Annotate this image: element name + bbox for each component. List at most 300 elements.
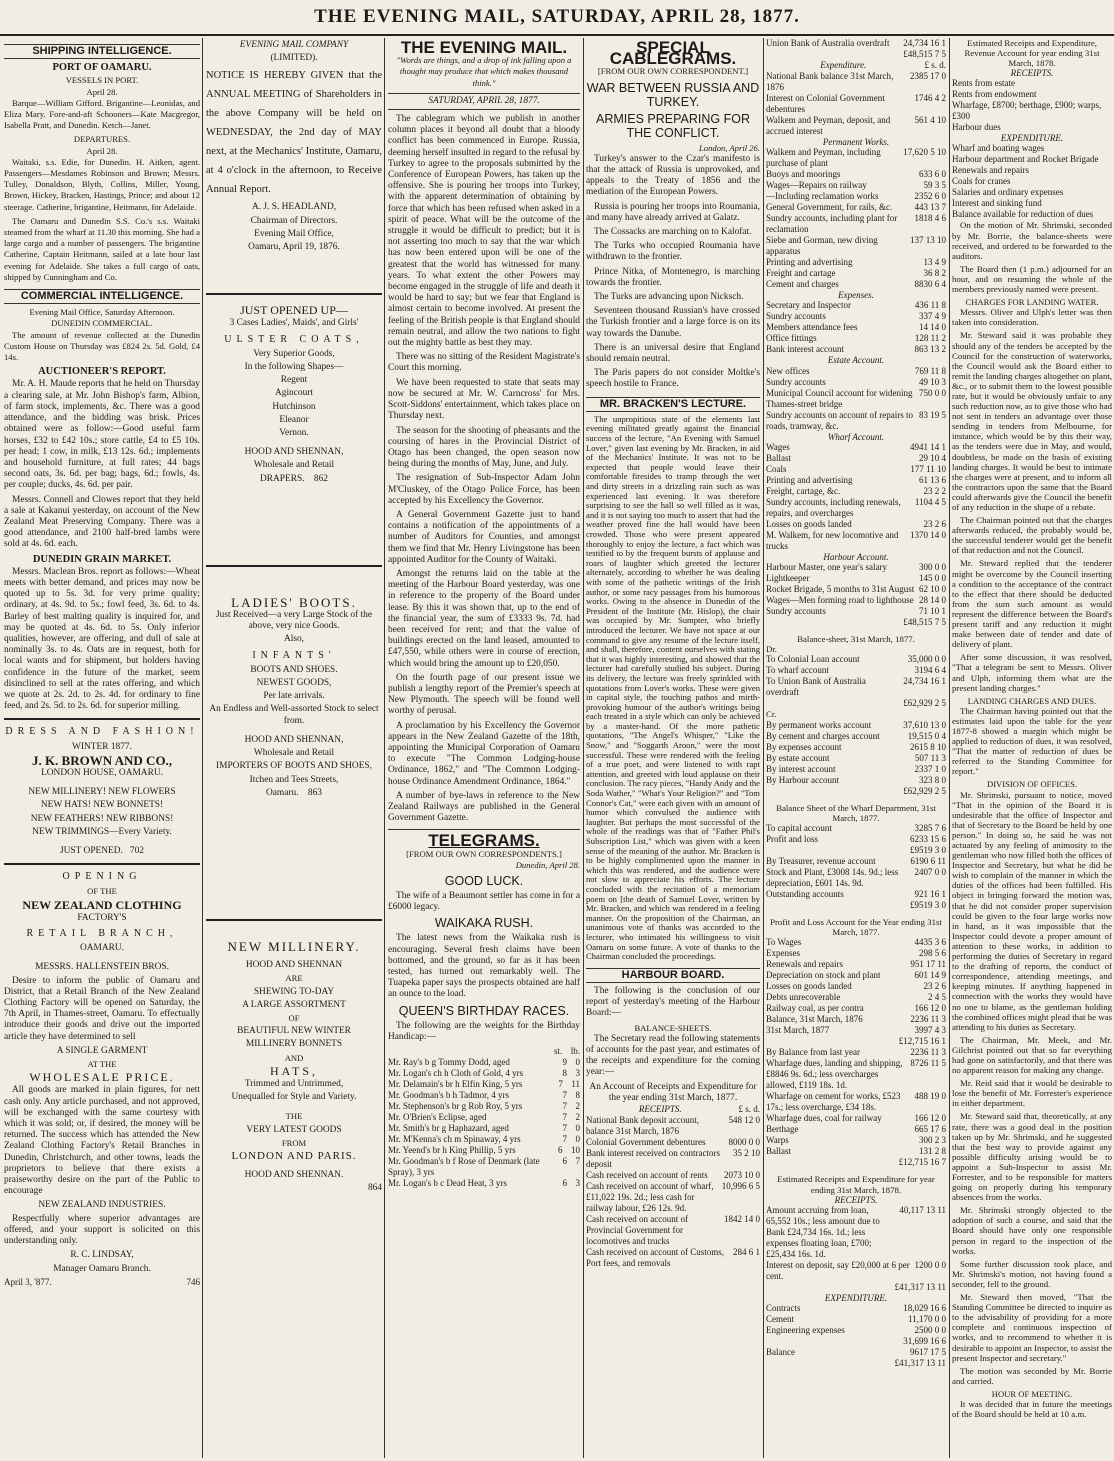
table-row: Debts unrecoverable 2 4 5 [766, 992, 946, 1003]
advert-company-notice [206, 40, 382, 64]
account-title: Profit and Loss Account for the Year ending 31st March, 1877. [770, 917, 942, 938]
ad-firm: J. K. BROWN AND CO., [31, 752, 173, 768]
table-row: £9519 3 0 [910, 845, 946, 856]
report-paragraph: After some discussion, it was resolved, "That a telegram be sent to Messrs. Oliver and Ulph, informing them what are the present landing charges." [952, 652, 1112, 693]
table-row: New offices 769 11 8 [766, 365, 946, 376]
report-paragraph: The Chairman having pointed out that the estimates laid upon the table for the year 1877-8 showed a margin which might be applied to reduction of dues, it was resolved, "That the matter of reduction of dues be referred to the Standing Committee for report." [952, 705, 1112, 777]
subsection-heading: Harbour Account. [823, 551, 889, 562]
table-row: Lightkeeper 145 0 0 [766, 573, 946, 584]
table-row: 31,699 16 6 [903, 1336, 946, 1347]
ad-line: LONDON HOUSE, OAMARU. [41, 767, 163, 778]
table-row: Wharf and boating wages [952, 143, 1045, 154]
departures-text: Waitaki, s.s. Edie, for Dunedin. H. Aitken, agent. Passengers—Mesdames Robinson and Brown; Messrs. Tulley, Donaldson, Blyth, Collins, Miller, Young, Brown, Hickey, Bracken, Hastings, Prince; and about 12 steerage. Catherine, brigantine, Heitmann, for Adelaide. [4, 156, 200, 212]
ad-line: JUST OPENED. [60, 846, 123, 856]
divider [388, 829, 580, 830]
report-paragraph: Mr. Steward said it was probable they should any of the tenders be accepted by the Council for the construction of waterworks, the Council would ask the Board either to remit the landing charges altogether on plant, &c., or to submit them to the lowest possible rate, but it would be obviously unfair to any such reduction now, as to give those who had not sent in tenders an advantage over those sending in tenders from Melbourne, for instance, which would be by this their way, as the tenders were due in May, and would, doubtless, be made on the basis of existing landing charges. It would be best to intimate the charges were at present, and to inform all the contractors upon the same that the Board could afterwards give the Council the benefit of any reduction in the shape of a rebate. [952, 330, 1112, 512]
ad-line: IMPORTERS OF BOOTS AND SHOES, [216, 761, 372, 772]
currency-header: £ s. d. [924, 60, 946, 70]
table-row: Mr. Goodman's b f Rose of Denmark (late Spray), 3 yrs 6 7 [388, 1156, 580, 1178]
advert-ulster-coats [206, 305, 382, 485]
table-row: Losses on goods landed 23 2 6 [766, 518, 946, 529]
ad-heading: LADIES' BOOTS. [231, 594, 357, 610]
ad-line: INFANTS' [252, 649, 336, 661]
ad-line: Trimmed and Untrimmed, [244, 1078, 344, 1089]
commercial-office: Evening Mail Office, Saturday Afternoon. [29, 307, 175, 318]
section-heading: GOOD LUCK. [444, 874, 524, 889]
report-paragraph: Messrs. Oliver and Ulph's letter was then taken into consideration. [952, 307, 1112, 328]
ad-line: ARE [285, 973, 303, 984]
ad-line: Wholesale and Retail [253, 460, 335, 471]
ad-line: NEW HATS! NEW BONNETS! [40, 800, 164, 811]
ad-line: AND [284, 1052, 304, 1063]
table-row: Wages—Repairs on railway 59 3 5 [766, 180, 946, 191]
table-row: Interest on deposit, say £20,000 at 6 per cent. 1200 0 0 [766, 1260, 946, 1282]
grain-text: Messrs. Maclean Bros. report as follows:—Wheat meets with better demand, and prices may now be quoted up to 5s. 3d. for very prime quality; ordinary, at 4s. 9d. to 5s.; fowl feed, 3s. 6d. to 4s. Barley of best malting quality is inquired for, and may be quoted at 4s. 6d. to 5s. Only inferior qualities, however, are offering, and dull of sale at nominally 3s. to 4s. Oats are in request, both for local wants and for shipment, but holders having confidence in the future of the market, seem disinclined to sell at the rates offering, and which we quote at 2s. 2d. to 2s. 4d. for ordinary to fine feed, and 2s. 5d. to 2s. 6d. for superior milling. [4, 566, 200, 712]
auctioneer-heading: AUCTIONEER'S REPORT. [38, 366, 166, 378]
report-paragraph: The Board then (1 p.m.) adjourned for an hour, and on resuming the whole of the members previously named were present. [952, 263, 1112, 295]
advert-hallenstein [4, 871, 200, 973]
ad-line: Just Received—a very Large Stock of the above, very nice Goods. [215, 610, 373, 632]
report-paragraph: Mr. Steward then moved, "That the Standing Committee be directed to inquire as to the advisability of providing for a more complete and continuous inspection of works, and to recommend to whether it is desirable to appoint an Inspector, to assist the present Inspector and secretary." [952, 1292, 1112, 1363]
hallenstein-text: Desire to inform the public of Oamaru and District, that a Retail Branch of the New Zealand Clothing Factory will be opened on Saturday, the 7th April, in Thames-street, Oamaru. To effectually introduce their goods and drive out the imported article they have determined to sell [4, 975, 200, 1042]
cablegrams-title: SPECIAL CABLEGRAMS. [609, 38, 737, 69]
ad-line: A LARGE ASSORTMENT [242, 999, 346, 1010]
table-row: Sundry accounts 49 10 3 [766, 376, 946, 387]
editorial-paragraph: We have been requested to state that seats may now be secured at Mr. W. Carncross' for Mrs. Scott-Siddons' entertainment, which takes place on Thursday next. [388, 377, 580, 422]
ad-line: HOOD AND SHENNAN. [244, 1170, 344, 1181]
report-paragraph: It was decided that in future the meetings of the Board should be held at 10 a.m. [952, 1398, 1112, 1420]
table-row: Coals for cranes [952, 176, 1011, 187]
divider [206, 919, 382, 921]
table-row: Amount accruing from loan, 65,552 10s.; less amount due to Bank £24,734 16s. 1d.; less expenses floating loan, £700; £25,434 16s. 1d. 40,117 13 11 [766, 1205, 946, 1260]
ad-line: A SINGLE GARMENT [56, 1045, 148, 1056]
ad-line: BEAUTIFUL NEW WINTER [237, 1026, 351, 1037]
subsection-heading: Expenses. [838, 290, 874, 301]
table-row: Cement and charges 8830 6 4 [766, 279, 946, 290]
ad-line: ULSTER COATS, [224, 333, 364, 345]
report-paragraph: The Chairman, Mr. Meek, and Mr. Gilchrist pointed out that so far everything had gone on satisfactorily, and that there was no apparent reason for making any change. [952, 1034, 1112, 1076]
table-row: By cement and charges account 19,515 0 4 [766, 730, 946, 741]
table-row: Renewals and repairs 951 17 11 [766, 959, 946, 970]
subsection-heading: HOUR OF MEETING. [991, 1388, 1073, 1399]
table-row: Mr. Smith's br g Haphazard, aged 7 0 [388, 1123, 580, 1134]
table-row: Bank interest received on contractors deposit 35 2 10 [586, 1147, 760, 1169]
subsection-heading: Wharf Account. [827, 431, 885, 442]
section-heading: WAR BETWEEN RUSSIA AND TURKEY. [586, 80, 760, 109]
receipts-heading: RECEIPTS. [638, 1103, 682, 1114]
credit-label: Cr. [766, 709, 777, 720]
table-row: Mr. Delamain's br h Elfin King, 5 yrs 7 11 [388, 1079, 580, 1090]
table-row: Losses on goods landed 23 2 6 [766, 981, 946, 992]
table-row: £41,317 13 11 [894, 1358, 946, 1369]
table-row: Wages—Men forming road to lighthouse 28 14 0 [766, 595, 946, 606]
ad-line: Unequalled for Style and Variety. [231, 1092, 357, 1103]
table-row: Warps 300 2 3 [766, 1135, 946, 1146]
table-row: Freight, cartage, &c. 23 2 2 [766, 485, 946, 496]
currency-header: £ s. d. [738, 1103, 760, 1114]
table-row: Cash received on account of rents 2073 10 0 [586, 1169, 760, 1180]
table-row: By permanent works account 37,610 13 0 [766, 719, 946, 730]
ad-line: FACTORY'S [77, 912, 127, 923]
subsection-heading: LANDING CHARGES AND DUES. [967, 695, 1097, 706]
editorial-paragraph: A General Government Gazette just to hand contains a notification of the appointments of a number of Auditors for Counties, and amongst them we find that Mr. Henry Livingstone has been appointed Auditor for the County of Waitaki. [388, 509, 580, 565]
table-row: Mr. Stephenson's br g Rob Roy, 5 yrs 7 2 [388, 1101, 580, 1112]
goods-text: All goods are marked in plain figures, for nett cash only. Any article purchased, and not approved, will be exchanged with the same courtesy with which it was sold; or, if desired, the money will be returned. The success which has attended the New Zealand Clothing Factory's Retail Branches in Dunedin, Christchurch, and other towns, leads the proprietors to believe that there exists a praiseworthy desire on the part of the Public to encourage [4, 1085, 200, 1197]
table-row: Rocket Brigade, 5 months to 31st August 62 10 0 [766, 584, 946, 595]
table-row: To capital account 3285 7 6 [766, 823, 946, 834]
ad-line: Also, [283, 634, 305, 645]
table-row: To Union Bank of Australia overdraft 24,734 16 1 [766, 676, 946, 698]
commercial-heading: COMMERCIAL INTELLIGENCE. [4, 289, 200, 304]
subsection-heading: Estate Account. [827, 355, 885, 366]
cable-paragraph: Russia is pouring her troops into Roumania, and many have already arrived at Galatz. [586, 201, 760, 223]
table-row: By expenses account 2615 8 10 [766, 741, 946, 752]
table-row: Interest on Colonial Government debentures 1746 4 2 [766, 93, 946, 114]
table-row: Walkem and Peyman, deposit, and accrued interest 561 4 10 [766, 115, 946, 136]
table-row: Interest and sinking fund [952, 198, 1042, 209]
table-row: Renewals and repairs [952, 165, 1029, 176]
editorial-date: SATURDAY, APRIL 28, 1877. [388, 93, 580, 110]
table-row: By Treasurer, revenue account 6190 6 11 [766, 856, 946, 867]
weights-table [388, 1057, 580, 1189]
table-row: Balance available for reduction of dues [952, 209, 1094, 220]
table-row: Wharfage, £8700; berthage, £900; warps, £300 [952, 100, 1102, 122]
ad-heading: NEW MILLINERY. [227, 938, 361, 954]
column-1 [4, 38, 200, 1458]
table-row: Contracts 18,029 16 6 [766, 1303, 946, 1314]
weights-header: lb. [570, 1046, 580, 1057]
auctioneer-text-2: Messrs. Connell and Clowes report that they held a sale at Kakanui yesterday, on account of the New Zealand Meat Preserving Company. There was a good attendance, and 2100 half-bred lambs were sold at 4s. 6d. each. [4, 494, 200, 550]
section-heading: WAIKAKA RUSH. [434, 916, 534, 931]
table-row: General Government, for rails, &c. 443 13 7 [766, 202, 946, 213]
ad-line: Agincourt [274, 388, 313, 399]
ad-line: Vernon. [279, 428, 309, 439]
ad-line: NEW FEATHERS! NEW RIBBONS! [30, 813, 174, 824]
ad-line: NEWEST GOODS, [256, 678, 332, 689]
table-row: Secretary and Inspector 436 11 8 [766, 300, 946, 311]
report-paragraph: Mr. Steward replied that the tenderer might be overcome by the Council inserting a condition to the acceptance of the contract to the effect that there should be deducted from the sum such amount as would represent the difference between the Board's present tariff and any reduction it might make between date of tender and date of delivery of plant. [952, 558, 1112, 650]
ad-line: OAMARU. [79, 943, 124, 954]
subsection-heading: EXPENDITURE. [824, 1293, 888, 1304]
table-row: Mr. Logan's ch h Cloth of Gold, 4 yrs 8 3 [388, 1068, 580, 1079]
masthead-title: THE EVENING MAIL, SATURDAY, APRIL 28, 1877. [314, 6, 800, 27]
table-row: Mr. Ray's b g Tommy Dodd, aged 9 0 [388, 1057, 580, 1068]
ad-line: FROM [281, 1137, 307, 1148]
table-row: Printing and advertising 61 13 6 [766, 474, 946, 485]
editorial-paragraph: There was no sitting of the Resident Magistrate's Court this morning. [388, 352, 580, 374]
ad-heading: JUST OPENED UP— [240, 303, 348, 318]
ad-line: R. C. LINDSAY, [70, 1250, 134, 1261]
table-row: Printing and advertising 13 4 9 [766, 257, 946, 268]
account-title: Balance-sheet, 31st March, 1877. [797, 634, 915, 645]
ad-line: HATS, [269, 1063, 318, 1078]
ad-line: NEW TRIMMINGS—Every Variety. [32, 826, 172, 837]
ad-line: SHEWING TO-DAY [253, 986, 335, 997]
table-row: £9519 3 0 [910, 900, 946, 911]
table-row: £12,715 16 7 [898, 1157, 946, 1168]
telegrams-date: Dunedin, April 28. [515, 859, 580, 870]
vessels-date: April 28. [86, 86, 118, 97]
cable-paragraph: The Turks are advancing upon Nicksch. [594, 292, 744, 303]
cable-paragraph: The Paris papers do not consider Moltke's speech hostile to France. [586, 368, 760, 390]
table-row: Engineering expenses 2500 0 0 [766, 1325, 946, 1336]
lecture-heading: MR. BRACKEN'S LECTURE. [586, 397, 760, 412]
ad-heading: DRESS AND FASHION! [5, 726, 199, 738]
table-row: Siebe and Gorman, new diving apparatus 137 13 10 [766, 235, 946, 257]
table-row: Colonial Government debentures 8000 0 0 [586, 1136, 760, 1147]
balance-heading: BALANCE-SHEETS. [634, 1022, 712, 1033]
telegrams-heading: TELEGRAMS. [428, 831, 540, 851]
motto: "Words are things, and a drop of ink falling upon a thought may produce that which makes thousand think." [396, 55, 572, 88]
editorial-paragraph: Amongst the returns laid on the table at the meeting of the Harbour Board yesterday, was one in reference to the property of the Board under lease. By this it was shown that, up to the end of the financial year, the sum of £3333 9s. 7d. had been received for rent; and that the value of buildings erected on the land leased, amounted to £47,550, while others were in course of erection, which would bring the amount up to £20,050. [388, 568, 580, 669]
table-row: Members attendance fees 14 14 0 [766, 322, 946, 333]
table-row: Rents from estate [952, 78, 1015, 89]
ad-line: Per late arrivals. [263, 691, 325, 702]
shipping-heading: SHIPPING INTELLIGENCE. [4, 44, 200, 59]
subsection-heading: DIVISION OF OFFICES. [986, 779, 1077, 790]
editorial-paragraph: A number of bye-laws in reference to the New Zealand Railways are published in the General Government Gazette. [388, 790, 580, 824]
ad-number: 864 [367, 1183, 382, 1194]
report-paragraph: Some further discussion took place, and Mr. Shrimski's motion, not having found a seconder, fell to the ground. [952, 1258, 1112, 1289]
editorial-paragraph: The season for the shooting of pheasants and the coursing of hares in the Provincial District of Otago has been changed, the open season now being during the months of May, June, and July. [388, 425, 580, 470]
telegram-text: The wife of a Beaumont settler has come in for a £6000 legacy. [388, 891, 580, 913]
table-row: 31st March, 1877 3997 4 3 [766, 1025, 946, 1036]
table-row: National Bank deposit account, balance 31st March, 1876 548 12 0 [586, 1114, 760, 1136]
column-divider [202, 38, 203, 1458]
ad-line: Evening Mail Office, [254, 228, 334, 239]
subsection-heading: RECEIPTS. [834, 1194, 878, 1205]
table-row: M. Walkem, for new locomotive and trucks 1370 14 0 [766, 529, 946, 551]
table-row: By Balance from last year 2236 11 3 [766, 1047, 946, 1058]
cable-paragraph: The Cossacks are marching on to Kalofat. [594, 227, 752, 238]
expenditure-heading: Expenditure. [820, 60, 867, 70]
table-row: Harbour Master, one year's salary 300 0 0 [766, 562, 946, 573]
dunedin-commercial: DUNEDIN COMMERCIAL. [51, 318, 153, 329]
table-row: Sundry accounts, including renewals, repairs, and overcharges 1104 4 5 [766, 496, 946, 518]
harbour-heading: HARBOUR BOARD. [586, 968, 760, 983]
ad-line: NEW MILLINERY! NEW FLOWERS [28, 787, 176, 798]
grain-heading: DUNEDIN GRAIN MARKET. [32, 553, 172, 565]
table-row: National Bank balance 31st March, 1876 2385 17 0 [766, 71, 946, 92]
ad-line: (LIMITED). [270, 53, 318, 64]
subsection-heading: EXPENDITURE. [1000, 133, 1064, 144]
ad-number: 862 [313, 473, 328, 484]
table-row: Wharfage dues, landing and shipping, £8846 9s. 6d.; less overcharges allowed, £119 18s. 1d. 8726 11 5 [766, 1058, 946, 1091]
table-row: Wages 4941 14 1 [766, 441, 946, 452]
report-paragraph: Mr. Steward said that, theoretically, at any rate, there was a good deal in the position taken up by Mr. Shrimski, and he suggested that the best way to provide against any possible difficulty arising would be to appoint a Sub-Inspector to assist Mr. Forrester, and to be responsible for matters going on properly during his temporary absences from the works. [952, 1111, 1112, 1203]
table-row: Municipal Council account for widening Thames-street bridge 750 0 0 [766, 387, 946, 409]
column-3 [388, 38, 580, 1458]
table-row: £48,515 7 5 [903, 49, 946, 59]
table-row: Mr. M'Kenna's ch m Spinaway, 4 yrs 7 0 [388, 1134, 580, 1145]
ad-line: Manager Oamaru Branch. [53, 1263, 151, 1274]
telegram-text: The latest news from the Waikaka rush is encouraging. Several fresh claims have been bottomed, and the ground, so far as it has been tested, has turned out remarkably well. The Tuapeka paper says the prospects obtained are half an ounce to the load. [388, 933, 580, 1000]
table-row: Outstanding accounts 921 16 1 [766, 889, 946, 900]
ad-line: LONDON AND PARIS. [231, 1149, 357, 1162]
ad-date: April 3, '877. [4, 1276, 52, 1287]
column-6 [952, 38, 1112, 1458]
editorial-paragraph: A proclamation by his Excellency the Governor appears in the New Zealand Gazette of the 18th, appointing the Municipal Corporation of Oamaru to execute "The Common Lodging-house Ordinance, 1862," and "The Common Lodging-house Ordinance Amendment Ordinance, 1864." [388, 720, 580, 787]
ad-number: 702 [129, 846, 144, 856]
table-row: Sundry accounts 71 10 1 [766, 606, 946, 617]
subsection-heading: Permanent Works. [822, 137, 890, 147]
ad-line: NEW ZEALAND INDUSTRIES. [38, 1200, 166, 1211]
table-row: Office fittings 128 11 2 [766, 333, 946, 344]
weights-header: st. [553, 1046, 563, 1057]
table-row: Balance, 31st March, 1876 2236 11 3 [766, 1014, 946, 1025]
revenue-text: The amount of revenue collected at the Dunedin Custom House on Thursday was £824 2s. 5d. Gold, £4 14s. [4, 329, 200, 363]
table-row: Ballast 131 2 8 [766, 1146, 946, 1157]
harbour-text: The Secretary read the following statements of accounts for the past year, and estimates of the receipts and expenditure for the coming year:— [586, 1033, 760, 1078]
divider [206, 565, 382, 567]
ad-number: 746 [186, 1276, 200, 1287]
subsection-heading: RECEIPTS. [1010, 68, 1054, 79]
ad-line: A. J. S. HEADLAND, [251, 202, 337, 213]
subsection-heading: CHARGES FOR LANDING WATER. [965, 297, 1099, 308]
ad-line: WINTER 1877. [72, 741, 132, 752]
ad-number: 863 [307, 787, 322, 798]
ad-line: OF THE [87, 886, 117, 897]
departures-heading: DEPARTURES. [73, 134, 131, 145]
table-row: Cash received on account of wharf, £11,022 19s. 2d.; less cash for railway labour, £26 12s. 9d. 10,996 6 5 [586, 1180, 760, 1213]
table-row: Mr. Yeend's br h King Phillip, 5 yrs 6 10 [388, 1145, 580, 1156]
respect-text: Respectfully where superior advantages are offered, and your support is solicited on this understanding only. [4, 1213, 200, 1247]
advert-millinery [206, 938, 382, 1195]
cable-paragraph: The Turks who occupied Roumania have withdrawn to the frontier. [586, 241, 760, 263]
divider [206, 293, 382, 295]
table-row: To Wages 4435 3 6 [766, 937, 946, 948]
table-row: To Colonial Loan account 35,000 0 0 [766, 654, 946, 665]
ad-line: Oamaru, April 19, 1876. [248, 242, 340, 253]
ad-line: Wholesale and Retail [253, 748, 335, 759]
ad-line: Regent [280, 375, 308, 386]
table-row: Union Bank of Australia overdraft 24,734 16 1 [766, 38, 946, 48]
account-title: An Account of Receipts and Expenditure for the year ending 31st March, 1877. [589, 1081, 757, 1103]
notice-text: NOTICE IS HEREBY GIVEN that the ANNUAL MEETING of Shareholders in the above Company will be held on WEDNESDAY, the 2nd day of MAY next, at the Mechanics' Institute, Oamaru, at 4 o'clock in the afternoon, to Receive Annual Report. [206, 70, 382, 196]
account-title: Balance Sheet of the Wharf Department, 31st March, 1877. [776, 802, 936, 823]
table-row: Harbour department and Rocket Brigade [952, 154, 1099, 165]
column-5 [766, 38, 946, 1458]
editorial-title: THE EVENING MAIL. [400, 38, 568, 57]
table-row: Cement 11,170 0 0 [766, 1314, 946, 1325]
ad-line: Chairman of Directors. [250, 215, 338, 226]
table-row: Coals 177 11 10 [766, 463, 946, 474]
column-divider [384, 38, 385, 1458]
ad-heading: EVENING MAIL COMPANY [239, 40, 349, 50]
cablegrams-source: [FROM OUR OWN CORRESPONDENT.] [597, 66, 749, 77]
table-row: By interest account 2337 1 0 [766, 763, 946, 774]
table-row: Sundry accounts on account of repairs to roads, tramway, &c. 83 19 5 [766, 409, 946, 431]
table-row: £48,515 7 5 [903, 617, 946, 628]
divider [4, 863, 200, 865]
harbour-text: The following is the conclusion of our report of yesterday's meeting of the Harbour Board:— [586, 985, 760, 1019]
ad-line: THE [285, 1111, 303, 1122]
table-row: Buoys and moorings 633 6 0 [766, 169, 946, 180]
ad-line: NEW ZEALAND CLOTHING [22, 897, 182, 912]
ad-line: DRAPERS. [260, 473, 305, 484]
table-row: Profit and loss 6233 15 6 [766, 834, 946, 845]
editorial-paragraph: On the fourth page of our present issue we publish a lengthy report of the Premier's speech at New Plymouth. The speech will be found well worthy of perusal. [388, 672, 580, 717]
table-row: Wharfage on cement for works, £523 17s.; less overcharge, £34 18s. 488 19 0 [766, 1091, 946, 1113]
table-row: Bank interest account 863 13 2 [766, 344, 946, 355]
table-row: £41,317 13 11 [894, 1282, 946, 1293]
table-row: £62,929 2 5 [903, 698, 946, 709]
ad-line: RETAIL BRANCH, [26, 928, 178, 940]
ad-line: 3 Cases Ladies', Maids', and Girls' [229, 318, 359, 329]
table-row: Depreciation on stock and plant 601 14 9 [766, 970, 946, 981]
ad-line: HOOD AND SHENNAN [245, 960, 343, 971]
editorial-paragraph: The cablegram which we publish in another column places it beyond all doubt that a bloody conflict has been commenced in Europe. Russia, deeming herself insulted in regard to the refusal by Turkey to agree to the proposals submitted by the Conference of European Powers, has taken up the offensive. She is pouring her troops into Turkey, with the apparent determination of obtaining by force that which has been refused when asked in a spirit of peace. What will be the outcome of the struggle it would be difficult to predict; but it is not asserting too much to say that the war which has now been entered upon will be one of the greatest that the world has witnessed for many years. To what extent the other Powers may become engaged in the struggle of life and death it would be hard to say; but we fear that England is almost certain to become involved. At present the feeling of the British people is that England should remain neutral, and allow the two nations to fight out the mighty battle as best they may. [388, 114, 580, 349]
telegram-text: The following are the weights for the Birthday Handicap:— [388, 1020, 580, 1042]
ad-line: HOOD AND SHENNAN, [244, 447, 344, 458]
steamer-text: The Oamaru and Dunedin S.S. Co.'s s.s. Waitaki steamed from the wharf at 11.30 this morning. She had a large cargo and a number of passengers. The brigantine Catherine, Captain Heitmann, sailed at a late hour last evening for Adelaide. She takes a full cargo of oats, shipped by Cunningham and Co. [4, 215, 200, 282]
table-row: Harbour dues [952, 122, 1001, 133]
telegrams-source: [FROM OUR OWN CORRESPONDENTS.] [406, 848, 562, 859]
report-paragraph: On the motion of Mr. Shrimski, seconded by Mr. Borrie, the balance-sheets were received, and ordered to be forwarded to the auditors. [952, 220, 1112, 261]
table-row: Sundry accounts 337 4 9 [766, 311, 946, 322]
section-heading: ARMIES PREPARING FOR THE CONFLICT. [596, 111, 750, 140]
cable-paragraph: Turkey's answer to the Czar's manifesto is that the attack of Russia is unprovoked, and appeals to the Treaty of 1856 and the mediation of the European Powers. [586, 153, 760, 198]
ad-line: Hutchinson [272, 401, 316, 412]
section-heading: QUEEN'S BIRTHDAY RACES. [398, 1003, 570, 1018]
table-row: Ballast 29 10 4 [766, 452, 946, 463]
table-row: Wharfage dues, coal for railway 166 12 0 [766, 1113, 946, 1124]
table-row: Railway coal, as per contra 166 12 0 [766, 1003, 946, 1014]
ad-line: VERY LATEST GOODS [246, 1124, 342, 1135]
table-row: Mr. Goodman's b h Tadmor, 4 yrs 7 8 [388, 1090, 580, 1101]
ad-line: Very Superior Goods, [253, 348, 335, 359]
table-row: Balance 9617 17 5 [766, 1347, 946, 1358]
advert-ladies-boots [206, 594, 382, 799]
table-row: Expenses 298 5 6 [766, 948, 946, 959]
report-paragraph: The motion was seconded by Mr. Borrie and carried. [952, 1365, 1112, 1386]
table-row: Freight and cartage 36 8 2 [766, 268, 946, 279]
cable-paragraph: Seventeen thousand Russian's have crossed the Turkish frontier and a large force is on its way towards the Danube. [586, 306, 760, 339]
ad-line: WHOLESALE PRICE. [29, 1070, 175, 1085]
ad-line: OF [288, 1012, 300, 1023]
editorial-paragraph: The resignation of Sub-Inspector Adam John M'Cluskey, of the Otago Police Force, has been accepted by his Excellency the Governor. [388, 473, 580, 506]
table-row: Rents from endowment [952, 89, 1037, 100]
table-row: £62,929 2 5 [903, 785, 946, 796]
masthead [0, 0, 1114, 34]
departures-date: April 28. [86, 145, 118, 156]
advert-brown [4, 726, 200, 857]
ad-line: Oamaru. [266, 787, 299, 798]
table-row: Mr. Logan's b c Dead Heat, 3 yrs 6 3 [388, 1178, 580, 1189]
account-title: Estimated Receipts and Expenditure for year ending 31st March, 1878. [777, 1174, 935, 1195]
vessels-heading: VESSELS IN PORT. [65, 75, 139, 86]
table-row: To wharf account 3194 6 4 [766, 665, 946, 676]
column-divider [583, 38, 584, 1458]
column-4 [586, 38, 760, 1458]
table-row: By Harbour account 323 8 0 [766, 774, 946, 785]
table-row: Cash received on account of Provincial Government for locomotives and trucks 1842 14 0 [586, 1213, 760, 1246]
table-row: Walkem and Peyman, including purchase of plant 17,620 5 10 [766, 147, 946, 169]
port-heading: PORT OF OAMARU. [52, 62, 152, 74]
debit-label: Dr. [766, 644, 777, 655]
ad-line: Itchen and Tees Streets, [249, 774, 339, 785]
ad-line: BOOTS AND SHOES. [250, 664, 338, 675]
cable-date: London, April 26. [699, 142, 760, 153]
table-row: By estate account 507 11 3 [766, 752, 946, 763]
vessels-text: Barque—William Gifford. Brigantine—Leonidas, and Eliza Mary. Fore-and-aft Schooners—Kate Macgregor, Isabella Pratt, and Dunedin. Ketch—Janet. [4, 97, 200, 131]
table-row: £12,715 16 1 [898, 1036, 946, 1047]
table-row: Cash received on account of Customs, Port fees, and removals 284 6 1 [586, 1246, 760, 1268]
table-row: Berthage 665 17 6 [766, 1124, 946, 1135]
column-2 [206, 38, 382, 1458]
ad-line: AT THE [87, 1059, 117, 1070]
ad-line: Eleanor [279, 414, 309, 425]
